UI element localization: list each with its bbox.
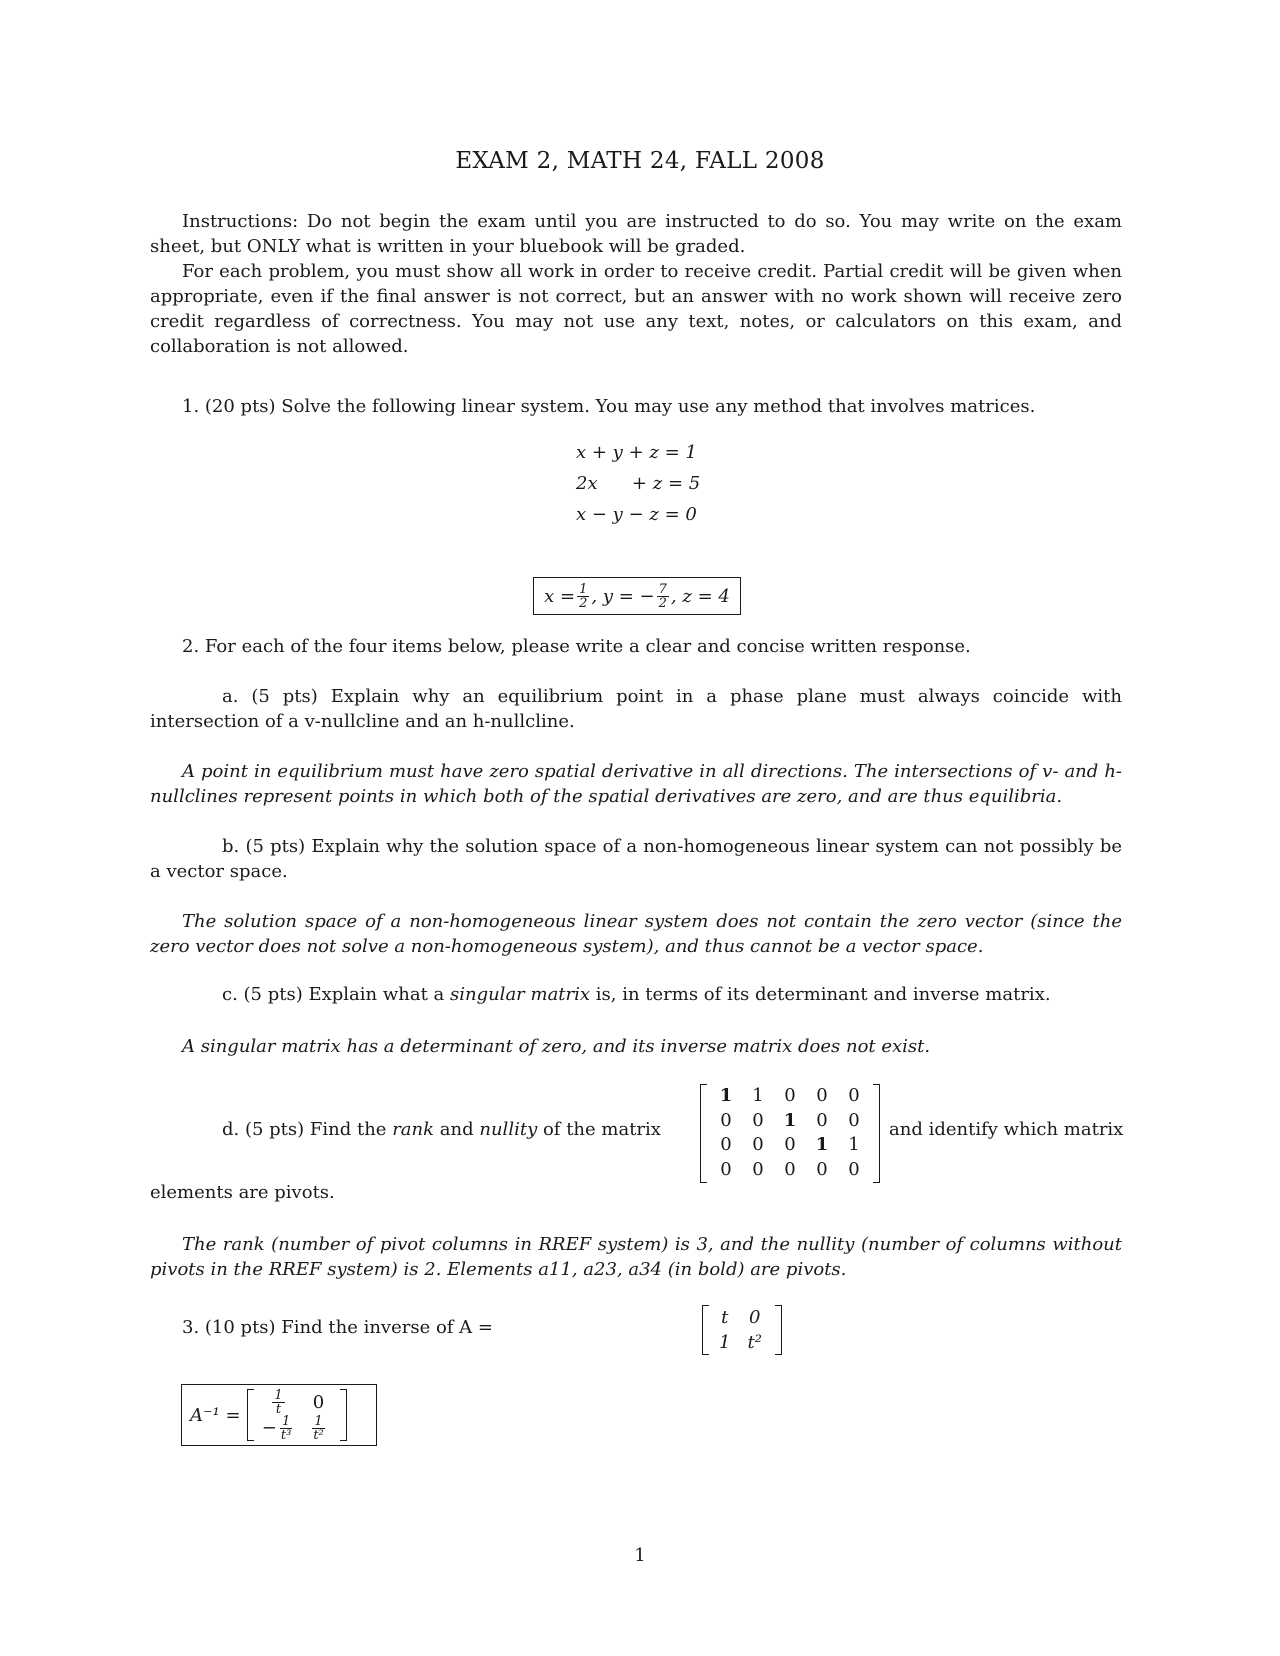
y-numerator: 7 xyxy=(658,581,667,597)
matrix-cell: 0 xyxy=(720,1109,732,1131)
matrix-cell: 0 xyxy=(784,1085,796,1106)
instructions-paragraph-1: Instructions: Do not begin the exam until you are instructed to do so. You may write on the exam sheet, but ONLY what is written in your bluebook will be graded. xyxy=(150,211,1122,257)
y-denominator: 2 xyxy=(658,595,667,611)
cell-11-numerator: 1 xyxy=(274,1387,283,1403)
cell-21-numerator: 1 xyxy=(281,1413,291,1429)
equation-1: x + y + z = 1 xyxy=(576,442,697,463)
matrix-cell: 0 xyxy=(784,1158,796,1180)
inverse-cell-12: 0 xyxy=(312,1391,325,1413)
inverse-cell-21 xyxy=(257,1415,301,1442)
page-title: EXAM 2, MATH 24, FALL 2008 xyxy=(455,148,825,174)
matrix-cell: 1 xyxy=(752,1085,764,1106)
problem-1-answer-box xyxy=(533,577,741,615)
inverse-label: A⁻¹ = xyxy=(190,1404,241,1426)
nullity-term: nullity xyxy=(479,1119,538,1140)
page-number: 1 xyxy=(634,1545,646,1566)
inverse-cell-22 xyxy=(303,1415,335,1442)
problem-2d-text-3: and identify which matrix xyxy=(889,1119,1124,1140)
matrix-cell: 0 xyxy=(848,1085,860,1106)
problem-2a-answer: A point in equilibrium must have zero spatial derivative in all directions. The intersections of v- and h-nullclines represent points in which both of the spatial derivatives are zero, and are thus equilibria. xyxy=(150,761,1122,807)
matrix-cell: 0 xyxy=(784,1134,796,1155)
matrix-cell: 0 xyxy=(720,1158,732,1180)
problem-2d-answer: The rank (number of pivot columns in RREF system) is 3, and the nullity (number of columns without pivots in the RREF system) is 2. Elements a11, a23, a34 (in bold) are pivots. xyxy=(150,1234,1122,1280)
cell-21-denominator: t³ xyxy=(280,1427,292,1443)
problem-2c-text-start: c. (5 pts) Explain what a xyxy=(222,984,445,1005)
problem-1-text: 1. (20 pts) Solve the following linear system. You may use any method that involves matrices. xyxy=(182,396,1036,417)
instructions-paragraph-2: For each problem, you must show all work in order to receive credit. Partial credit will be given when appropriate, even if the final answer is not correct, but an answer with no work shown will receive zero credit regardless of correctness. You may not use any text, notes, or calculators on this exam, and collaboration is not allowed. xyxy=(150,261,1122,357)
x-fraction xyxy=(577,583,589,610)
problem-2b-question: b. (5 pts) Explain why the solution space of a non-homogeneous linear system can not possibly be a vector space. xyxy=(150,836,1122,882)
cell-21-sign: − xyxy=(261,1417,277,1438)
linear-system xyxy=(576,437,700,530)
equation-3: x − y − z = 0 xyxy=(576,504,697,525)
matrix-cell: 0 xyxy=(752,1158,764,1180)
problem-2d-matrix xyxy=(700,1084,880,1183)
matrix-cell: 0 xyxy=(816,1109,828,1131)
problem-2c-emphasis: singular matrix xyxy=(449,984,591,1005)
matrix-cell: 0 xyxy=(720,1134,732,1155)
matrix-cell: 1 xyxy=(848,1134,860,1155)
problem-3-matrix xyxy=(702,1305,782,1355)
problem-2d-text-2: of the matrix xyxy=(542,1119,661,1140)
matrix-cell: 0 xyxy=(816,1085,828,1106)
cell-11-denominator: t xyxy=(275,1401,282,1417)
matrix-a-cell: 0 xyxy=(749,1307,761,1328)
problem-2a-question: a. (5 pts) Explain why an equilibrium point in a phase plane must always coincide with intersection of a v-nullcline and an h-nullcline. xyxy=(150,686,1122,732)
cell-22-denominator: t² xyxy=(313,1427,324,1443)
problem-2-intro: 2. For each of the four items below, please write a clear and concise written response. xyxy=(182,636,971,657)
matrix-cell: 0 xyxy=(816,1158,828,1180)
problem-2d-text-4: elements are pivots. xyxy=(150,1182,335,1203)
matrix-a-cell: 1 xyxy=(719,1332,731,1353)
matrix-cell: 0 xyxy=(752,1109,764,1131)
matrix-a-grid xyxy=(712,1305,772,1355)
matrix-grid xyxy=(710,1084,870,1182)
problem-2d-and: and xyxy=(439,1119,474,1140)
inverse-grid xyxy=(257,1389,337,1441)
matrix-cell: 0 xyxy=(848,1158,860,1180)
matrix-cell: 0 xyxy=(752,1134,764,1155)
x-denominator: 2 xyxy=(579,595,588,611)
problem-2c-text-end: is, in terms of its determinant and inverse matrix. xyxy=(595,984,1051,1005)
problem-2d-text-1: d. (5 pts) Find the xyxy=(222,1119,387,1140)
problem-3-text: 3. (10 pts) Find the inverse of A = xyxy=(182,1317,493,1338)
x-numerator: 1 xyxy=(579,581,588,597)
problem-2b-answer: The solution space of a non-homogeneous linear system does not contain the zero vector (since the zero vector does not solve a non-homogeneous system), and thus cannot be a vector space. xyxy=(150,911,1122,957)
matrix-a-cell: t xyxy=(721,1307,729,1328)
pivot-element: 1 xyxy=(815,1134,829,1155)
inverse-matrix xyxy=(247,1389,347,1441)
cell-22-numerator: 1 xyxy=(314,1413,323,1429)
equation-2: 2x + z = 5 xyxy=(576,473,701,494)
answer-z-label: , z = 4 xyxy=(670,585,730,607)
matrix-cell: 0 xyxy=(848,1109,860,1131)
matrix-a-cell: t² xyxy=(747,1332,762,1353)
problem-3-answer-box xyxy=(181,1384,377,1446)
y-fraction xyxy=(657,583,669,610)
problem-2c-answer: A singular matrix has a determinant of zero, and its inverse matrix does not exist. xyxy=(182,1036,931,1057)
pivot-element: 1 xyxy=(783,1109,797,1131)
cell-21-fraction xyxy=(279,1415,293,1442)
pivot-element: 1 xyxy=(719,1085,733,1106)
inverse-cell-11 xyxy=(259,1389,299,1416)
answer-y-label: , y = − xyxy=(591,585,655,607)
problem-2c-question xyxy=(222,984,1051,1005)
problem-2d-question xyxy=(222,1119,661,1140)
rank-term: rank xyxy=(392,1119,435,1140)
answer-x-label: x = xyxy=(544,585,576,607)
